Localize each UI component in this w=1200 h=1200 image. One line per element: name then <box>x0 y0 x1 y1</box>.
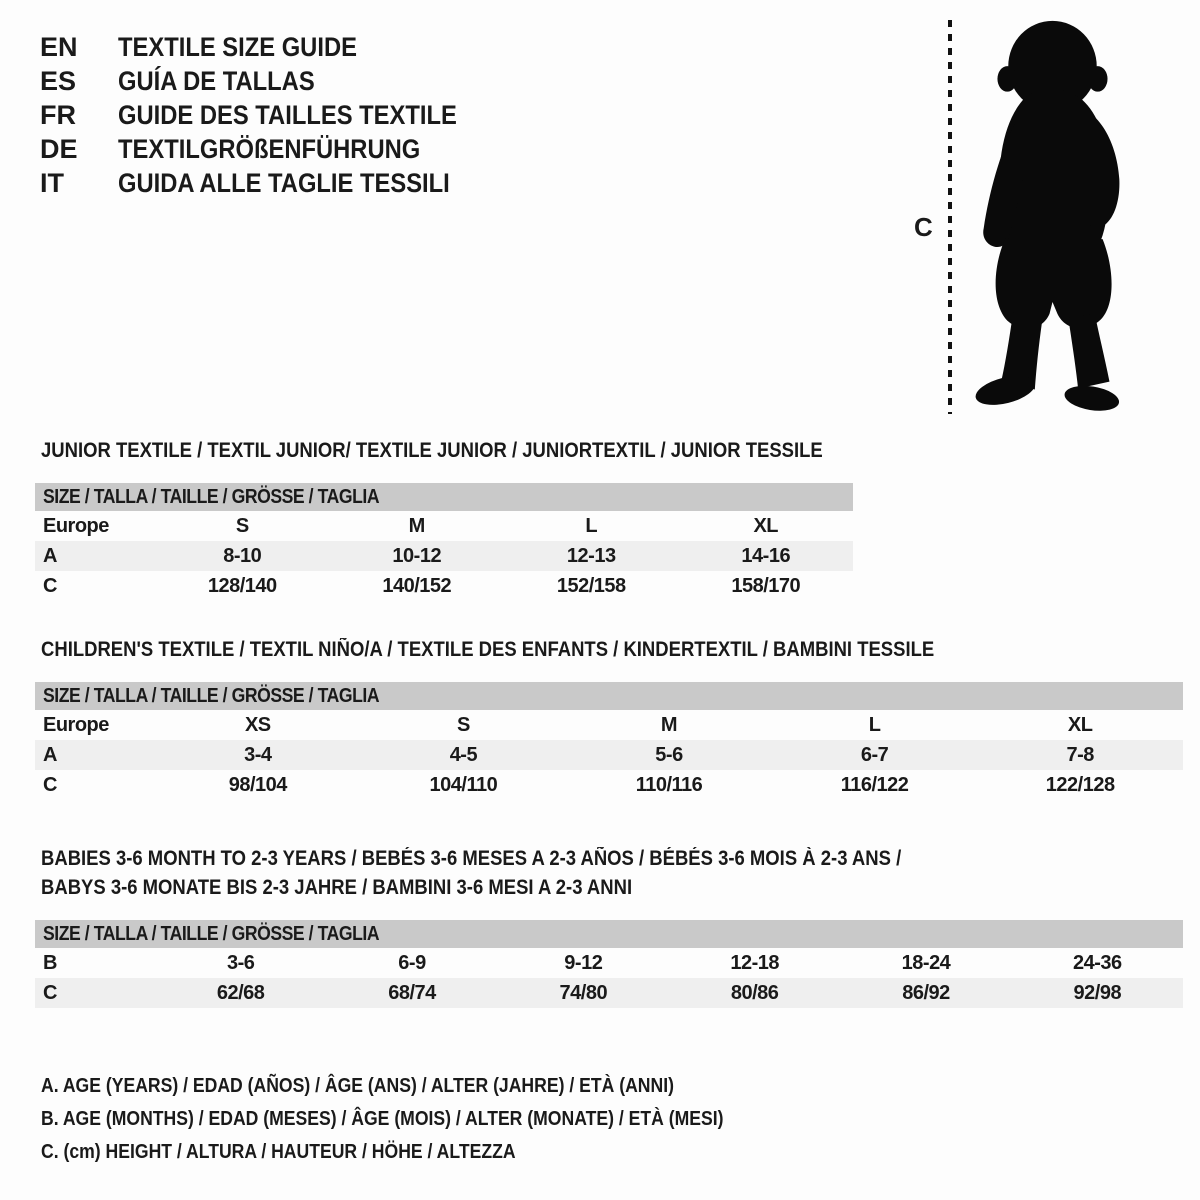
language-row <box>40 64 503 98</box>
table-cell: 152/158 <box>556 574 626 597</box>
table-cell: 5-6 <box>655 743 683 766</box>
table-cell: XL <box>753 514 779 537</box>
table-cell: 80/86 <box>730 981 779 1004</box>
language-code: DE <box>40 133 78 164</box>
table-row <box>35 541 853 571</box>
table-cell: 9-12 <box>564 951 603 974</box>
table-cell: 116/122 <box>840 773 909 796</box>
footnote-line <box>41 1136 1183 1169</box>
table-cell: 62/68 <box>216 981 265 1004</box>
table-cell: 128/140 <box>207 574 277 597</box>
size-header-label: SIZE / TALLA / TAILLE / GRÖSSE / TAGLIA <box>43 922 380 945</box>
table-cell: 12-18 <box>730 951 779 974</box>
table-cell: 6-9 <box>398 951 426 974</box>
row-label: Europe <box>43 713 109 736</box>
language-code: ES <box>40 65 77 96</box>
section-title-line <box>41 635 1183 664</box>
row-label: C <box>43 773 57 796</box>
table-cell: S <box>235 514 249 537</box>
section-title-line <box>41 436 1183 465</box>
table-cell: 104/110 <box>429 773 498 796</box>
sections <box>35 436 1183 1169</box>
row-label: C <box>43 981 57 1004</box>
size-header-bar <box>35 920 1183 948</box>
table-cell: 86/92 <box>902 981 950 1004</box>
size-table <box>35 920 1183 1008</box>
section-title <box>41 436 1183 465</box>
table-cell: 14-16 <box>741 544 791 567</box>
table-cell: L <box>868 713 881 736</box>
table-cell: 7-8 <box>1066 743 1094 766</box>
table-cell: 6-7 <box>860 743 889 766</box>
size-header-bar <box>35 682 1183 710</box>
table-cell: 110/116 <box>635 773 703 796</box>
table-row <box>35 571 853 601</box>
language-list <box>40 30 503 200</box>
footnote-text: B. AGE (MONTHS) / EDAD (MESES) / ÂGE (MOIS) / ALTER (MONATE) / ETÀ (MESI) <box>41 1108 724 1130</box>
table-cell: 122/128 <box>1045 773 1115 796</box>
table-row <box>35 948 1183 978</box>
size-header-label: SIZE / TALLA / TAILLE / GRÖSSE / TAGLIA <box>43 684 380 707</box>
table-row <box>35 740 1183 770</box>
measurement-figure <box>900 12 1190 424</box>
table-cell: 12-13 <box>566 544 616 567</box>
language-code: FR <box>40 99 76 130</box>
row-label: C <box>43 574 57 597</box>
section-title-text: BABYS 3-6 MONATE BIS 2-3 JAHRE / BAMBINI 3-6 MESI A 2-3 ANNI <box>41 876 633 899</box>
table-cell: L <box>585 514 598 537</box>
table-cell: 3-4 <box>244 743 272 766</box>
table-cell: 140/152 <box>382 574 452 597</box>
table-cell: 98/104 <box>228 773 287 796</box>
size-header-label: SIZE / TALLA / TAILLE / GRÖSSE / TAGLIA <box>43 485 380 508</box>
row-label: B <box>43 951 57 974</box>
table-cell: 158/170 <box>731 574 801 597</box>
table-cell: S <box>456 713 470 736</box>
size-table <box>35 682 1183 800</box>
table-row <box>35 710 1183 740</box>
language-row <box>40 166 503 200</box>
table-cell: 3-6 <box>226 951 255 974</box>
table-cell: 24-36 <box>1072 951 1122 974</box>
table-row <box>35 770 1183 800</box>
section-title-line <box>41 873 1183 902</box>
section-title-text: JUNIOR TEXTILE / TEXTIL JUNIOR/ TEXTILE JUNIOR / JUNIORTEXTIL / JUNIOR TESSILE <box>41 439 823 462</box>
section-title <box>41 844 1183 902</box>
size-header-bar <box>35 483 853 511</box>
table-cell: 68/74 <box>388 981 436 1004</box>
row-label: Europe <box>43 514 109 537</box>
section-title-line <box>41 844 1183 873</box>
language-title: GUIDA ALLE TAGLIE TESSILI <box>118 167 450 198</box>
language-title: TEXTILE SIZE GUIDE <box>118 31 357 62</box>
size-section-babies <box>35 844 1183 1008</box>
table-cell: XL <box>1067 713 1093 736</box>
language-title: TEXTILGRÖßENFÜHRUNG <box>118 133 421 164</box>
table-cell: 18-24 <box>901 951 951 974</box>
language-code: IT <box>40 167 64 198</box>
table-cell: 4-5 <box>449 743 478 766</box>
table-cell: 8-10 <box>223 544 262 567</box>
table-cell: M <box>660 713 678 736</box>
section-title <box>41 635 1183 664</box>
language-title: GUIDE DES TAILLES TEXTILE <box>118 99 457 130</box>
row-label: A <box>43 743 57 766</box>
height-measure-label: C <box>914 212 933 242</box>
footnote-text: C. (cm) HEIGHT / ALTURA / HAUTEUR / HÖHE / ALTEZZA <box>41 1141 516 1163</box>
row-label: A <box>43 544 57 567</box>
language-row <box>40 132 503 166</box>
toddler-silhouette-icon <box>966 17 1138 415</box>
language-code: EN <box>40 31 78 62</box>
height-measure-dashed-line <box>948 20 952 414</box>
language-row <box>40 98 503 132</box>
language-title: GUÍA DE TALLAS <box>118 65 315 96</box>
table-cell: M <box>408 514 425 537</box>
size-section-children <box>35 635 1183 800</box>
size-section-junior <box>35 436 1183 601</box>
section-title-text: CHILDREN'S TEXTILE / TEXTIL NIÑO/A / TEXTILE DES ENFANTS / KINDERTEXTIL / BAMBINI TESSILE <box>41 638 935 661</box>
table-cell: 74/80 <box>559 981 608 1004</box>
footnote-line <box>41 1070 1183 1103</box>
table-row <box>35 511 853 541</box>
table-cell: 10-12 <box>392 544 442 567</box>
footnote-text: A. AGE (YEARS) / EDAD (AÑOS) / ÂGE (ANS) / ALTER (JAHRE) / ETÀ (ANNI) <box>41 1075 674 1097</box>
size-table <box>35 483 853 601</box>
section-title-text: BABIES 3-6 MONTH TO 2-3 YEARS / BEBÉS 3-6 MESES A 2-3 AÑOS / BÉBÉS 3-6 MOIS À 2-3 ANS / <box>41 847 902 870</box>
table-cell: XS <box>244 713 271 736</box>
footnotes <box>41 1070 1183 1169</box>
language-row <box>40 30 503 64</box>
footnote-line <box>41 1103 1183 1136</box>
table-row <box>35 978 1183 1008</box>
table-cell: 92/98 <box>1073 981 1122 1004</box>
